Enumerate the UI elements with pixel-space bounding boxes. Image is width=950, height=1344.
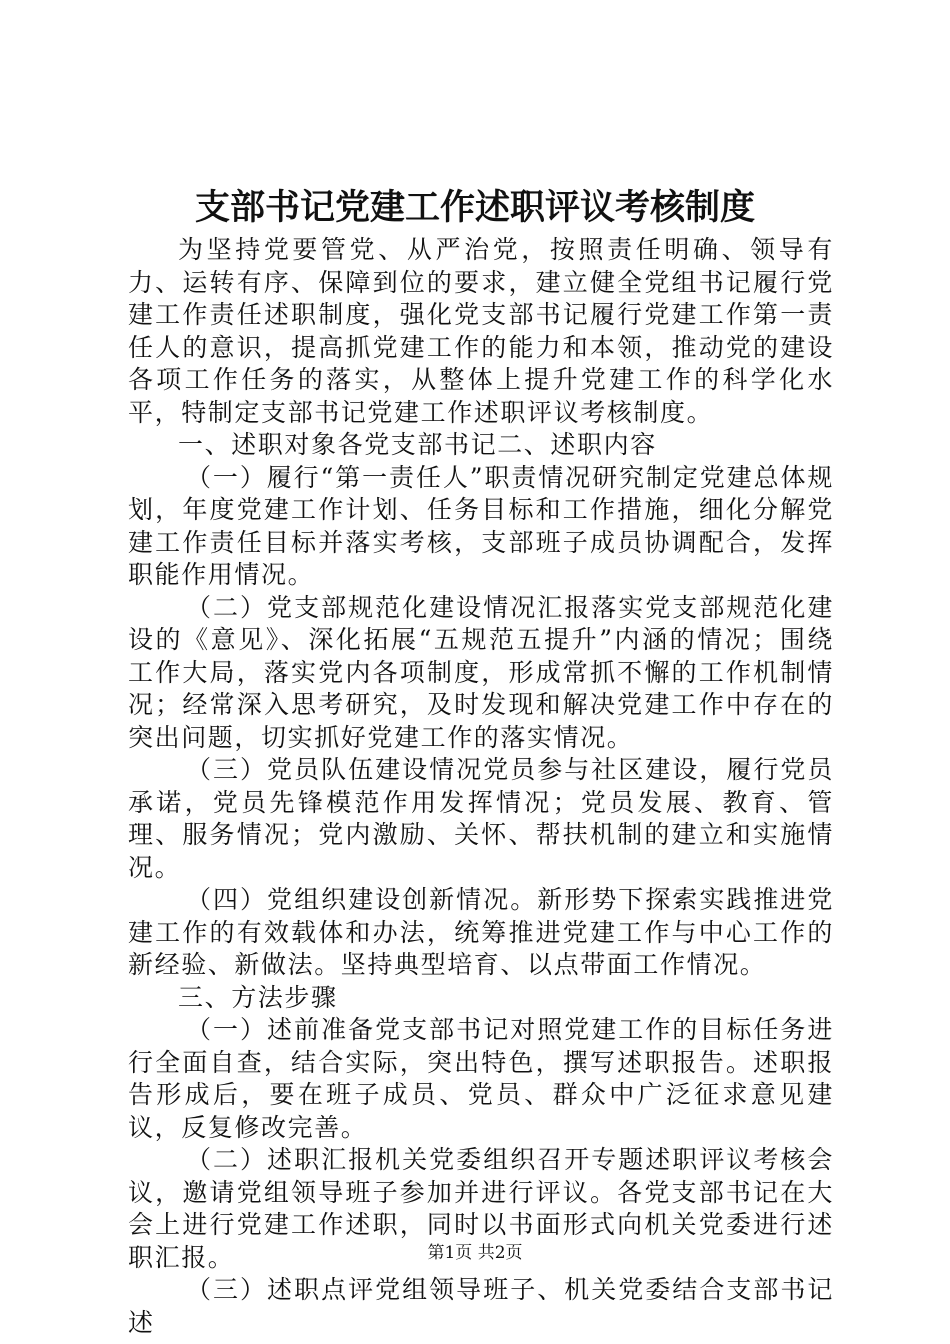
paragraph-item-2-1: （一）履行“第一责任人”职责情况研究制定党建总体规划，年度党建工作计划、任务目标和工作措施，细化分解党建工作责任目标并落实考核，支部班子成员协调配合，发挥职能作用情况。	[128, 462, 834, 589]
paragraph-section-3: 三、方法步骤	[178, 982, 338, 1012]
document-body	[128, 234, 834, 1339]
paragraph-item-3-2: （二）述职汇报机关党委组织召开专题述职评议考核会议，邀请党组领导班子参加并进行评议。各党支部书记在大会上进行党建工作述职，同时以书面形式向机关党委进行述职汇报。	[128, 1145, 834, 1272]
page-footer: 第1页 共2页	[427, 1243, 523, 1263]
document-title: 支部书记党建工作述职评议考核制度	[194, 187, 755, 228]
paragraph-section-1-2: 一、述职对象各党支部书记二、述职内容	[178, 430, 657, 459]
paragraph-item-2-2: （二）党支部规范化建设情况汇报落实党支部规范化建设的《意见》、深化拓展“五规范五提升”内涵的情况；围绕工作大局，落实党内各项制度，形成常抓不懈的工作机制情况；经常深入思考研究，及时发现和解决党建工作中存在的突出问题，切实抓好党建工作的落实情况。	[128, 592, 834, 752]
paragraph-intro: 为坚持党要管党、从严治党，按照责任明确、领导有力、运转有序、保障到位的要求，建立健全党组书记履行党建工作责任述职制度，强化党支部书记履行党建工作第一责任人的意识，提高抓党建工作的能力和本领，推动党的建设各项工作任务的落实，从整体上提升党建工作的科学化水平，特制定支部书记党建工作述职评议考核制度。	[128, 235, 834, 427]
paragraph-item-2-3: （三）党员队伍建设情况党员参与社区建设，履行党员承诺，党员先锋模范作用发挥情况；党员发展、教育、管理、服务情况；党内激励、关怀、帮扶机制的建立和实施情况。	[128, 755, 834, 882]
paragraph-item-2-4: （四）党组织建设创新情况。新形势下探索实践推进党建工作的有效载体和办法，统筹推进党建工作与中心工作的新经验、新做法。坚持典型培育、以点带面工作情况。	[128, 885, 834, 979]
paragraph-item-3-1: （一）述前准备党支部书记对照党建工作的目标任务进行全面自查，结合实际，突出特色，撰写述职报告。述职报告形成后，要在班子成员、党员、群众中广泛征求意见建议，反复修改完善。	[128, 1015, 834, 1142]
paragraph-item-3-3: （三）述职点评党组领导班子、机关党委结合支部书记述	[128, 1275, 834, 1337]
